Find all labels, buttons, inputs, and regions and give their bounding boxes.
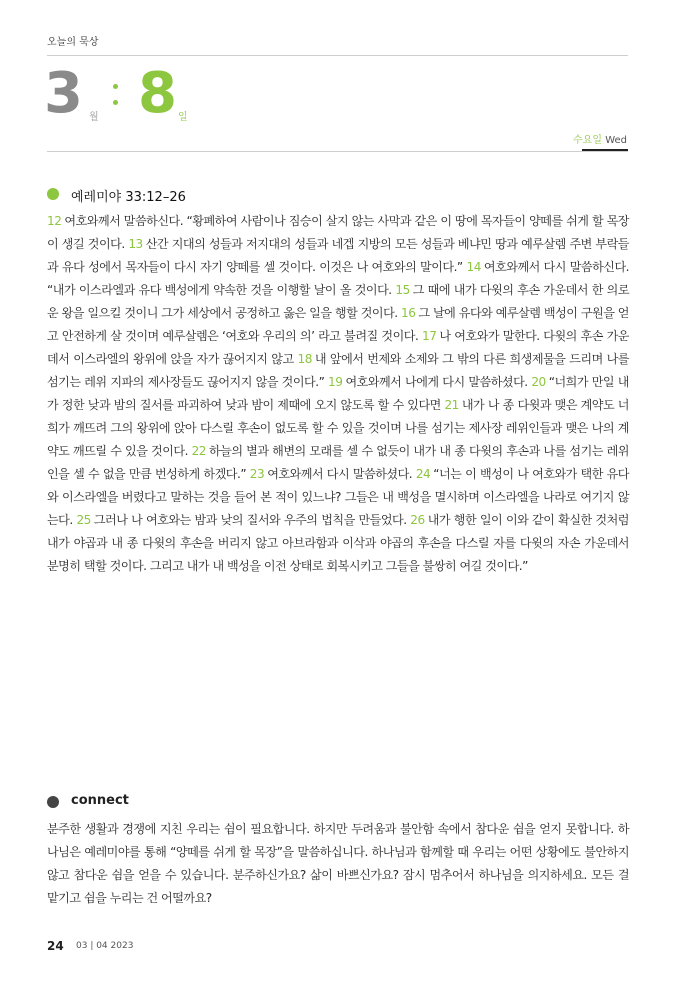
connect-bullet-icon [47,796,59,808]
verse-text: “너는 이 백성이 나 여호와가 택한 유다와 이스라엘을 버렸다고 말하는 것을 들어 본 적이 있느냐? 그들은 내 백성을 멸시하며 이스라엘을 나라로 여기지 않는다. [47,467,629,527]
verse-text: “너희가 만일 내가 정한 낮과 밤의 질서를 파괴하여 낮과 밤이 제때에 오지 않도록 할 수 있다면 [47,375,629,412]
verse-number: 15 [395,283,410,297]
verse-number: 14 [466,260,481,274]
date-day-unit: 일 [178,112,188,123]
header-divider [47,151,628,152]
verse-number: 16 [401,306,416,320]
verse-number: 20 [531,375,546,389]
weekday-label [573,131,627,146]
verse-text: 내 앞에서 번제와 소제와 그 밖의 다른 희생제물을 드리며 나를 섬기는 레위 지파의 제사장들도 끊어지지 않을 것이다.” [47,352,629,389]
connect-text: 분주한 생활과 경쟁에 지친 우리는 쉼이 필요합니다. 하지만 두려움과 불안함 속에서 참다운 쉼을 얻지 못합니다. 하나님은 예레미야를 통해 “양떼를 쉬게 할 목장”을 말씀하십니다. 하나님과 함께할 때 우리는 어떤 상황에도 불안하지 않고 참다운 쉼을 얻을 수 있습니다. 분주하신가요? 삶이 바쁘신가요? 잠시 멈추어서 하나님을 의지하세요. 모든 걸 맡기고 쉼을 누리는 건 어떨까요? [47,822,629,905]
verse-number: 19 [328,375,343,389]
date-colon-icon [113,84,119,110]
verse-number: 25 [76,513,91,527]
verse-number: 18 [297,352,312,366]
verse-number: 21 [444,398,459,412]
scripture-bullet-icon [47,188,59,200]
verse-text: 여호와께서 다시 말씀하셨다. [267,467,416,481]
verse-number: 17 [422,329,437,343]
verse-text: 그러나 나 여호와는 밤과 낮의 질서와 우주의 법칙을 만들었다. [93,513,411,527]
verse-number: 22 [191,444,206,458]
verse-text: 그 날에 유다와 예루살렘 백성이 구원을 얻고 안전하게 살 것이며 예루살렘은 ‘여호와 우리의 의’ 라고 불려질 것이다. [47,306,629,343]
date-month: 3 [44,61,83,126]
date-month-unit: 월 [89,112,99,123]
page-number: 24 [47,939,64,953]
verse-text: 여호와께서 말씀하신다. “황폐하여 사람이나 짐승이 살지 않는 사막과 같은 이 땅에 목자들이 양떼를 쉬게 할 목장이 생길 것이다. [47,214,629,251]
section-label: 오늘의 묵상 [47,37,99,48]
verse-number: 24 [415,467,431,481]
date-day: 8 [138,61,177,126]
verse-text: 내가 행한 일이 이와 같이 확실한 것처럼 내가 야곱과 내 종 다윗의 후손을 버리지 않고 아브라함과 이삭과 야곱의 후손을 다스릴 자를 다윗의 자손 가운데서 분명히 택할 것이다. 그리고 내가 내 백성을 이전 상태로 회복시키고 그들을 불쌍히 여길 것이다.” [47,513,629,573]
verse-text: 산간 지대의 성들과 저지대의 성들과 네겝 지방의 모든 성들과 베냐민 땅과 예루살렘 주변 부락들과 유다 성에서 목자들이 다시 자기 양떼를 셀 것이다. 이것은 나 여호와의 말이다.” [47,237,629,274]
weekday-ko: 수요일 [573,135,602,146]
verse-number: 23 [249,467,265,481]
top-divider [47,55,628,56]
verse-text: 그 때에 내가 다윗의 후손 가운데서 한 의로운 왕을 일으킬 것이니 그가 세상에서 공정하고 옳은 일을 행할 것이다. [47,283,630,320]
scripture-passage [47,210,629,578]
weekday-en: Wed [605,135,627,146]
verse-number: 12 [47,214,62,228]
verse-text: 여호와께서 나에게 다시 말씀하셨다. [345,375,532,389]
verse-text: 나 여호와가 말한다. 다윗의 후손 가운데서 이스라엘의 왕위에 앉을 자가 끊어지지 않고 [47,329,629,366]
verse-text: 내가 나 종 다윗과 맺은 계약도 너희가 깨뜨려 그의 왕위에 앉아 다스릴 후손이 없도록 할 수 있을 것이며 나를 섬기는 제사장 레위인들과 맺은 나의 계약도 깨뜨릴 수 있을 것이다. [47,398,629,458]
verse-text: 하늘의 별과 해변의 모래를 셀 수 없듯이 내가 내 종 다윗의 후손과 나를 섬기는 레위인을 셀 수 없을 만큼 번성하게 하겠다.” [47,444,629,481]
connect-title: connect [71,793,129,808]
verse-text: 여호와께서 다시 말씀하신다. “내가 이스라엘과 유다 백성에게 약속한 것을 이행할 날이 올 것이다. [47,260,629,297]
scripture-reference: 예레미야 33:12–26 [71,190,186,205]
issue-date: 03 | 04 2023 [76,941,134,951]
verse-number: 13 [128,237,143,251]
verse-number: 26 [410,513,425,527]
